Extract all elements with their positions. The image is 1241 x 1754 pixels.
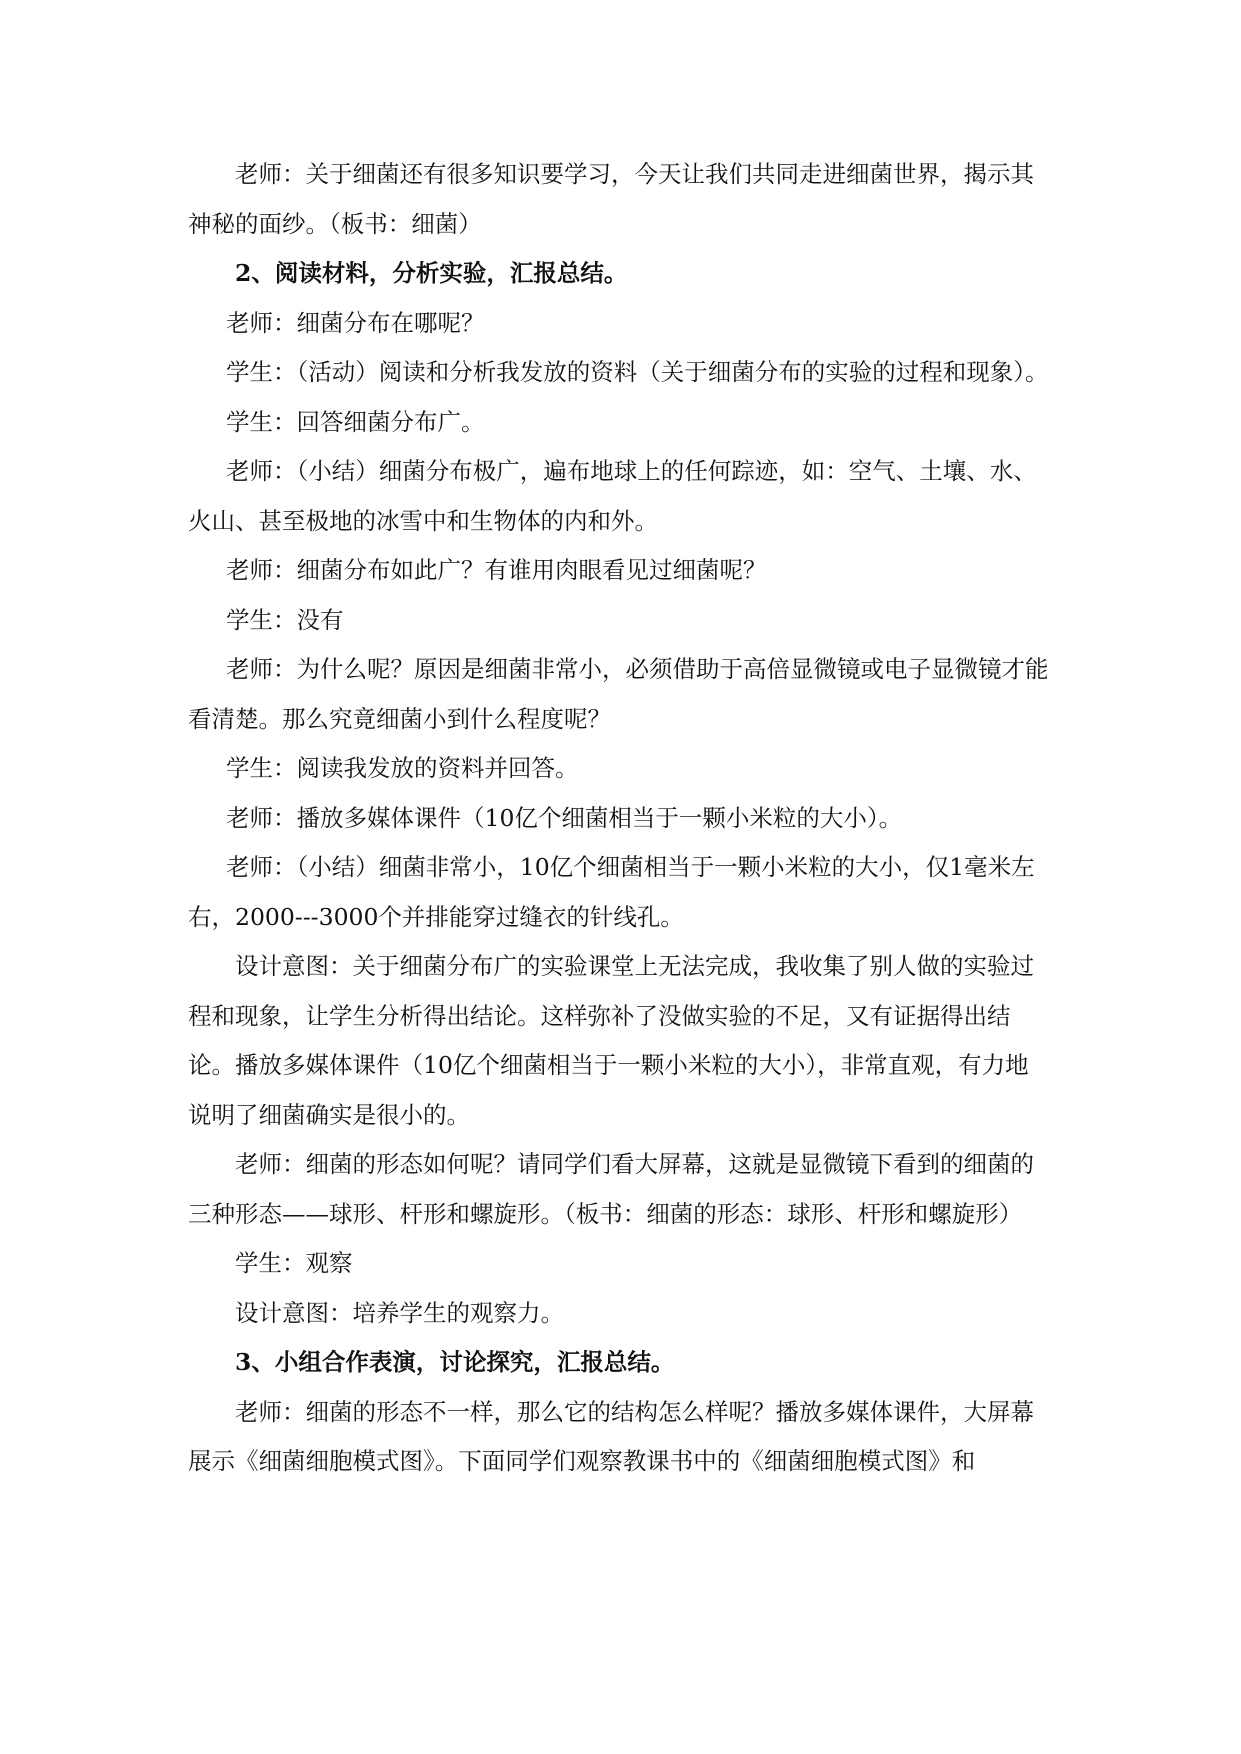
paragraph: 老师：细菌分布如此广？有谁用肉眼看见过细菌呢？: [226, 556, 767, 584]
paragraph: 老师：（小结）细菌非常小，10亿个细菌相当于一颗小米粒的大小，仅1毫米左右，2000---3000个并排能穿过缝衣的针线孔。: [188, 853, 1035, 931]
paragraph: 学生：没有: [226, 605, 344, 634]
paragraph: 老师：细菌的形态不一样，那么它的结构怎么样呢？播放多媒体课件，大屏幕展示《细菌细胞模式图》。下面同学们观察教课书中的《细菌细胞模式图》和: [188, 1397, 1034, 1475]
paragraph: 学生：回答细菌分布广。: [226, 407, 485, 436]
design-intent-paragraph: 设计意图：培养学生的观察力。: [235, 1298, 564, 1327]
paragraph: 学生：阅读我发放的资料并回答。: [226, 754, 579, 782]
document-body: [188, 150, 1050, 1487]
section-heading: 3、小组合作表演，讨论探究，汇报总结。: [235, 1348, 675, 1376]
section-heading: 2、阅读材料，分析实验，汇报总结。: [235, 259, 628, 287]
paragraph: 老师：（小结）细菌分布极广，遍布地球上的任何踪迹，如：空气、土壤、水、火山、甚至极地的冰雪中和生物体的内和外。: [188, 457, 1037, 535]
paragraph: 老师：细菌的形态如何呢？请同学们看大屏幕，这就是显微镜下看到的细菌的三种形态——球形、杆形和螺旋形。（板书：细菌的形态：球形、杆形和螺旋形）: [188, 1150, 1034, 1228]
paragraph: 学生：观察: [235, 1249, 353, 1277]
design-intent-paragraph: 设计意图：关于细菌分布广的实验课堂上无法完成，我收集了别人做的实验过程和现象，让学生分析得出结论。这样弥补了没做实验的不足，又有证据得出结论。播放多媒体课件（10亿个细菌相当于一颗小米粒的大小），非常直观，有力地说明了细菌确实是很小的。: [188, 952, 1034, 1129]
paragraph: 老师：细菌分布在哪呢？: [226, 308, 485, 337]
paragraph: 老师：播放多媒体课件（10亿个细菌相当于一颗小米粒的大小）。: [226, 803, 903, 832]
paragraph: 老师：关于细菌还有很多知识要学习，今天让我们共同走进细菌世界，揭示其神秘的面纱。（板书：细菌）: [188, 160, 1034, 238]
paragraph: 老师：为什么呢？原因是细菌非常小，必须借助于高倍显微镜或电子显微镜才能看清楚。那么究竟细菌小到什么程度呢？: [188, 655, 1049, 733]
paragraph: 学生：（活动）阅读和分析我发放的资料（关于细菌分布的实验的过程和现象）。: [226, 358, 1049, 386]
